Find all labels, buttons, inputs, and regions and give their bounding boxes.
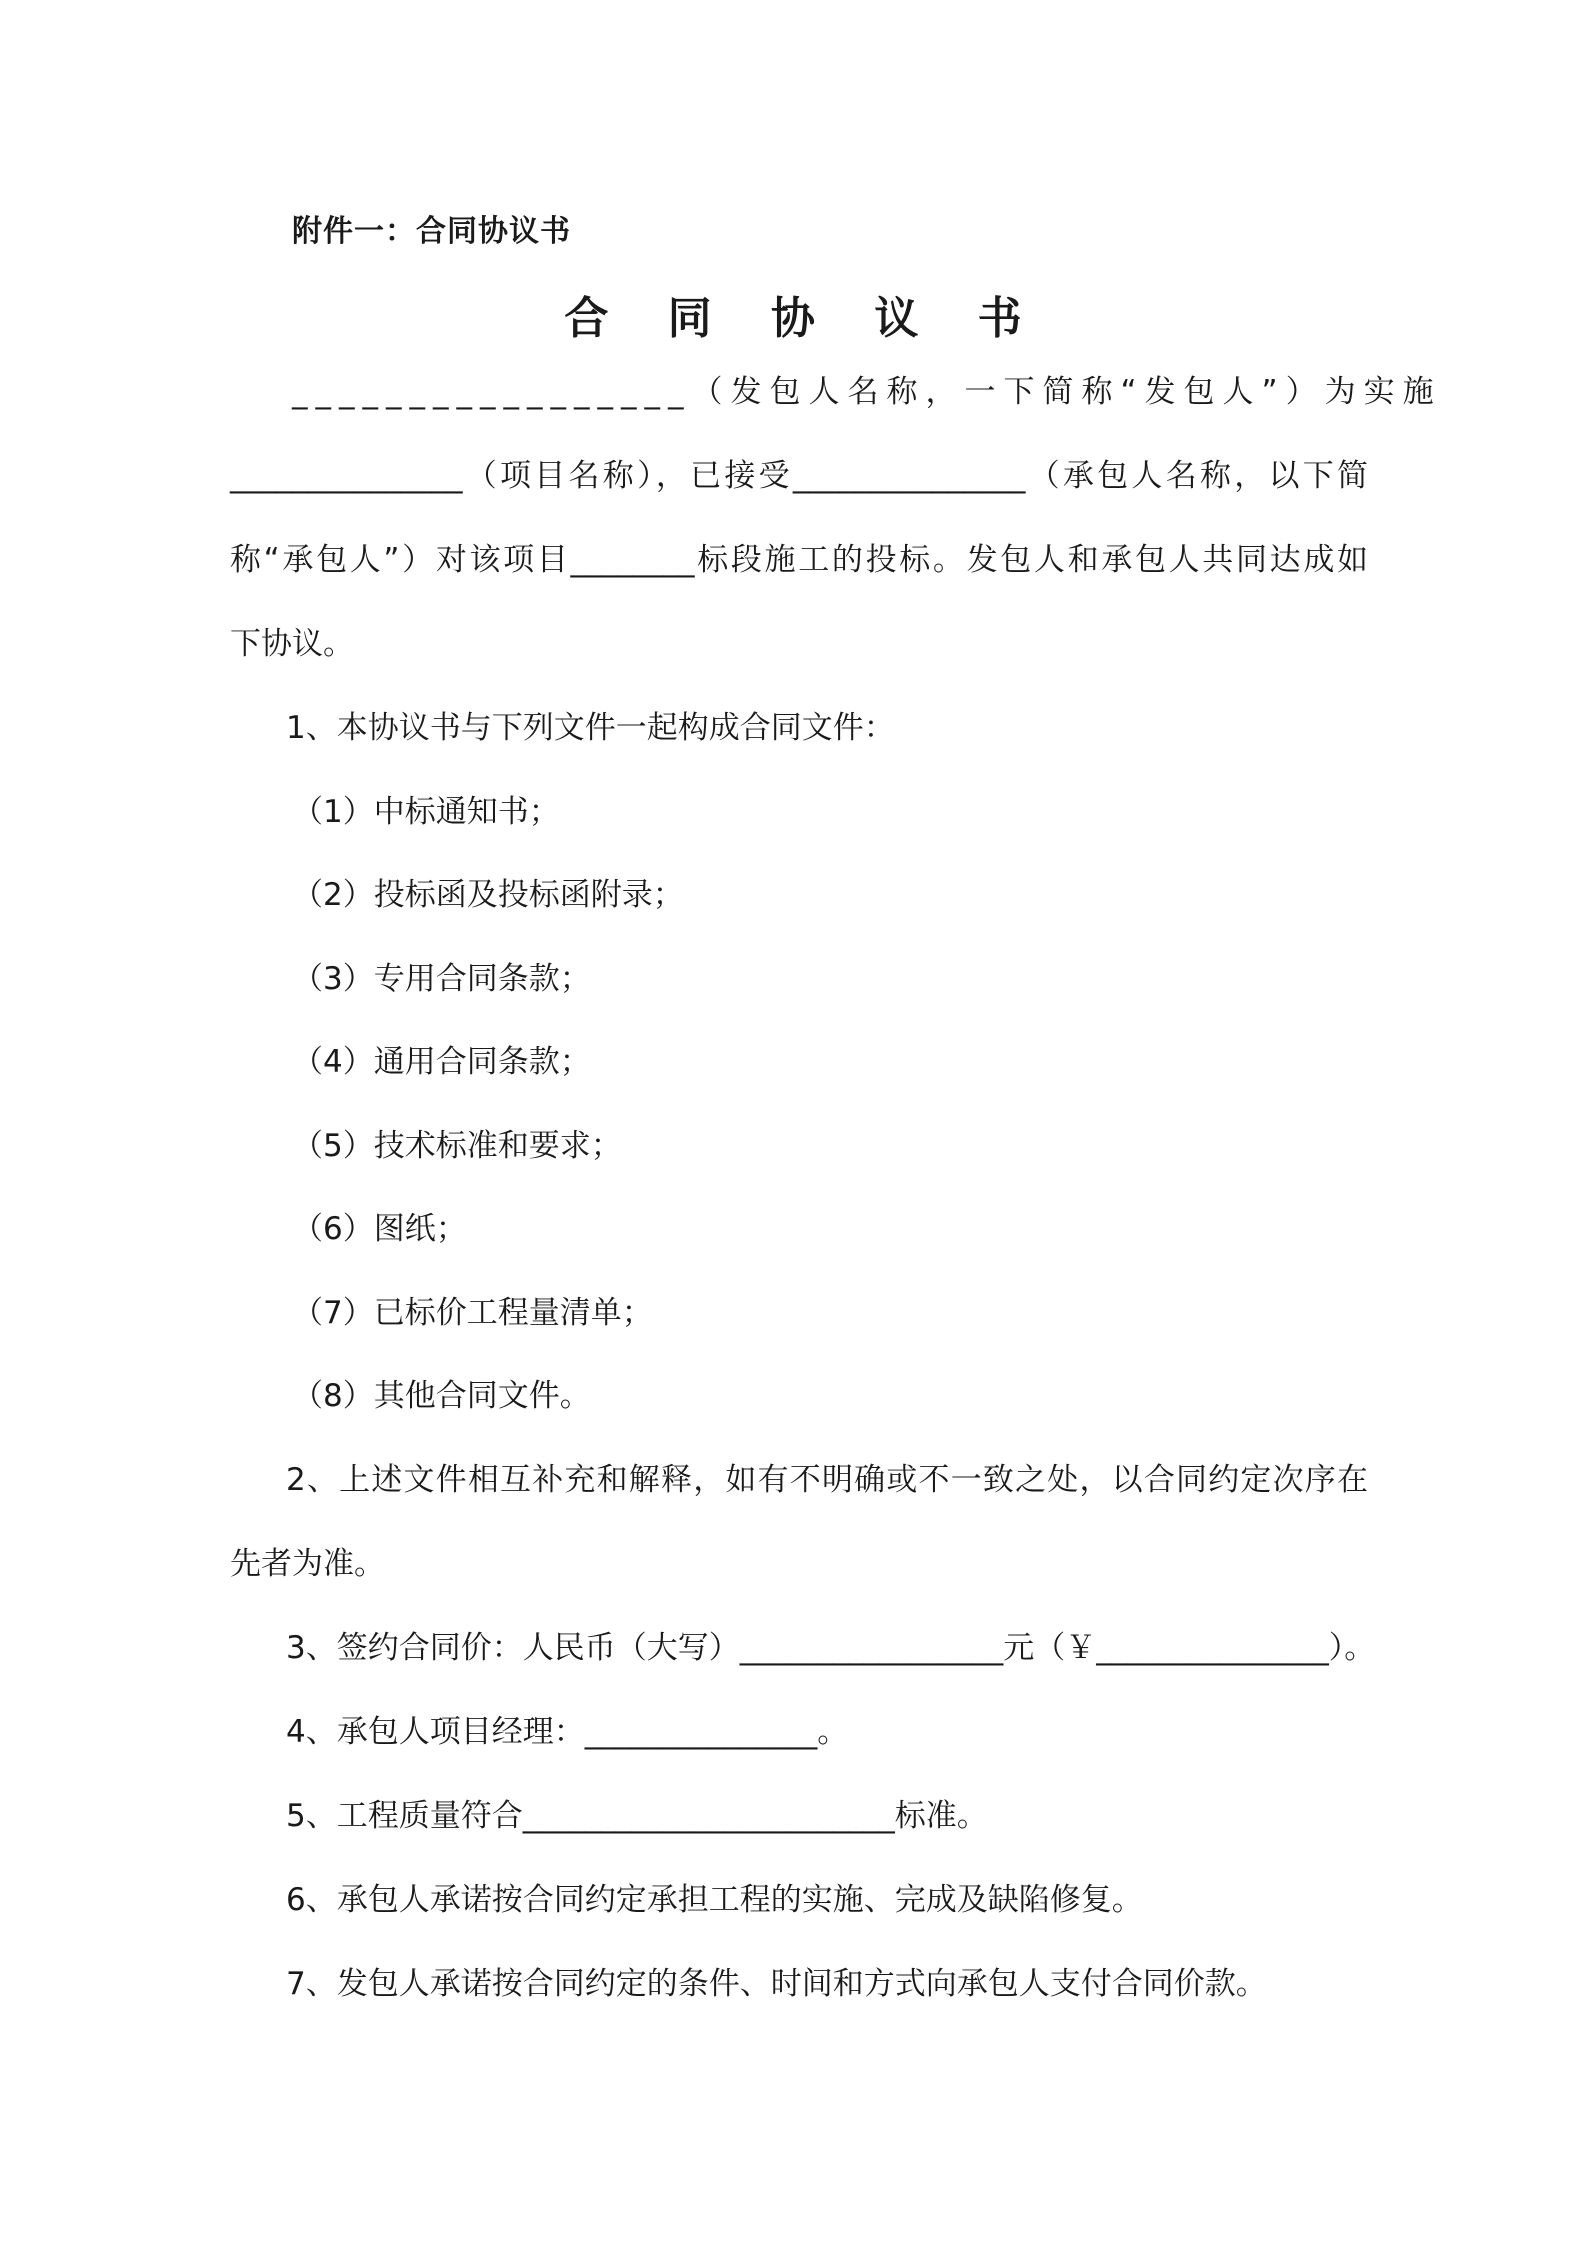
intro-line-4: 下协议。: [230, 626, 354, 662]
clause-5: 5、工程质量符合________________________标准。: [286, 1798, 988, 1834]
document-item-7: （7）已标价工程量清单；: [292, 1295, 653, 1331]
attachment-label: 附件一：合同协议书: [292, 214, 571, 249]
clause-2-line-2: 先者为准。: [230, 1546, 385, 1582]
document-item-5: （5）技术标准和要求；: [292, 1128, 622, 1164]
document-item-2: （2）投标函及投标函附录；: [292, 877, 684, 913]
clause-3: 3、签约合同价：人民币（大写）_________________元（￥_______________）。: [286, 1630, 1376, 1666]
document-item-6: （6）图纸；: [292, 1211, 467, 1247]
intro-line-2: _______________（项目名称），已接受_______________（承包人名称，以下简: [230, 458, 1368, 494]
intro-line-3: 称“承包人”）对该项目________标段施工的投标。发包人和承包人共同达成如: [230, 542, 1368, 578]
document-title: 合 同 协 议 书: [564, 293, 1044, 344]
document-item-4: （4）通用合同条款；: [292, 1044, 591, 1080]
document-item-8: （8）其他合同文件。: [292, 1378, 591, 1414]
clause-6: 6、承包人承诺按合同约定承担工程的实施、完成及缺陷修复。: [286, 1882, 1143, 1918]
clause-7: 7、发包人承诺按合同约定的条件、时间和方式向承包人支付合同价款。: [286, 1966, 1267, 2002]
clause-2-line-1: 2、上述文件相互补充和解释，如有不明确或不一致之处，以合同约定次序在: [286, 1462, 1368, 1498]
clause-4: 4、承包人项目经理：_______________。: [286, 1714, 849, 1750]
clause-1: 1、本协议书与下列文件一起构成合同文件：: [286, 710, 895, 746]
document-item-3: （3）专用合同条款；: [292, 961, 591, 997]
document-item-1: （1）中标通知书；: [292, 794, 560, 830]
intro-line-1: _________________（发包人名称，一下简称“发包人”）为实施: [292, 374, 1442, 410]
